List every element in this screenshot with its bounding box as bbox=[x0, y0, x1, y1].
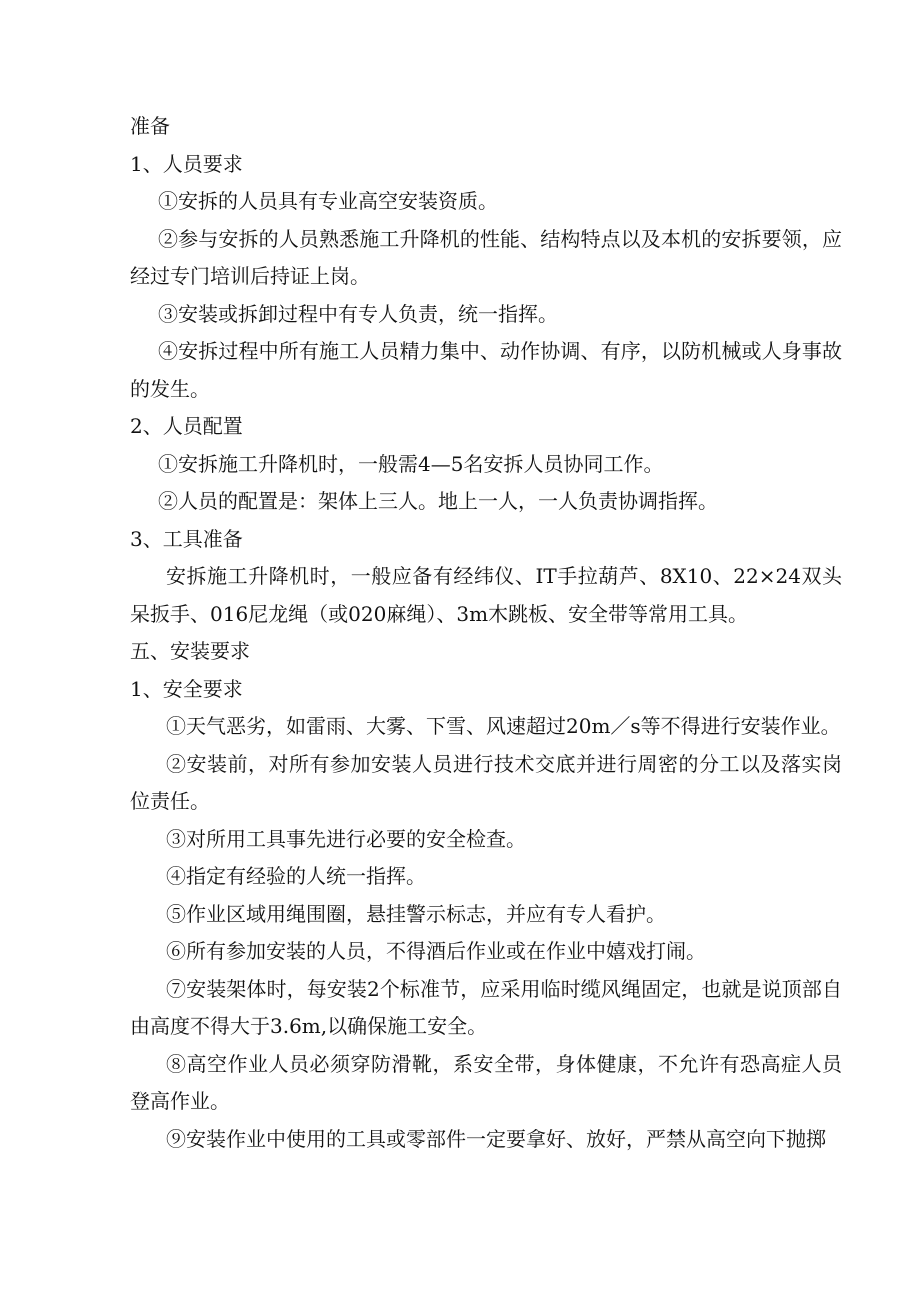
heading-prepare: 准备 bbox=[130, 114, 170, 138]
paragraph: ①安拆的人员具有专业高空安装资质。 bbox=[158, 189, 498, 213]
paragraph: ④指定有经验的人统一指挥。 bbox=[166, 864, 426, 888]
heading-personnel-configuration: 2、人员配置 bbox=[130, 414, 243, 438]
paragraph: ⑥所有参加安装的人员，不得酒后作业或在作业中嬉戏打闹。 bbox=[166, 939, 706, 963]
paragraph: ⑧高空作业人员必须穿防滑靴，系安全带，身体健康，不允许有恐高症人员登高作业。 bbox=[130, 1051, 842, 1113]
paragraph: ③对所用工具事先进行必要的安全检查。 bbox=[166, 826, 526, 851]
paragraph: ②人员的配置是：架体上三人。地上一人，一人负责协调指挥。 bbox=[158, 489, 718, 513]
document-body bbox=[130, 108, 842, 1158]
heading-personnel-requirements: 1、人员要求 bbox=[130, 151, 243, 176]
paragraph: ①天气恶劣，如雷雨、大雾、下雪、风速超过20m／s等不得进行安装作业。 bbox=[166, 714, 841, 738]
heading-installation-requirements: 五、安装要求 bbox=[130, 639, 250, 663]
paragraph: ⑦安装架体时，每安装2个标准节，应采用临时缆风绳固定，也就是说顶部自由高度不得大于3.6m,以确保施工安全。 bbox=[130, 976, 842, 1038]
paragraph: ①安拆施工升降机时，一般需4—5名安拆人员协同工作。 bbox=[158, 451, 664, 476]
paragraph: ⑨安装作业中使用的工具或零部件一定要拿好、放好，严禁从高空向下抛掷 bbox=[166, 1126, 826, 1151]
paragraph: 安拆施工升降机时，一般应备有经纬仪、IT手拉葫芦、8X10、22×24双头呆扳手、016尼龙绳（或020麻绳）、3m木跳板、安全带等常用工具。 bbox=[130, 564, 842, 626]
heading-safety-requirements: 1、安全要求 bbox=[130, 676, 243, 701]
paragraph: ②安装前，对所有参加安装人员进行技术交底并进行周密的分工以及落实岗位责任。 bbox=[130, 751, 842, 813]
paragraph: ④安拆过程中所有施工人员精力集中、动作协调、有序，以防机械或人身事故的发生。 bbox=[130, 339, 842, 401]
heading-tool-preparation: 3、工具准备 bbox=[130, 526, 243, 551]
paragraph: ⑤作业区域用绳围圈，悬挂警示标志，并应有专人看护。 bbox=[166, 901, 666, 926]
paragraph: ②参与安拆的人员熟悉施工升降机的性能、结构特点以及本机的安拆要领，应经过专门培训后持证上岗。 bbox=[130, 226, 842, 288]
paragraph: ③安装或拆卸过程中有专人负责，统一指挥。 bbox=[158, 301, 558, 326]
